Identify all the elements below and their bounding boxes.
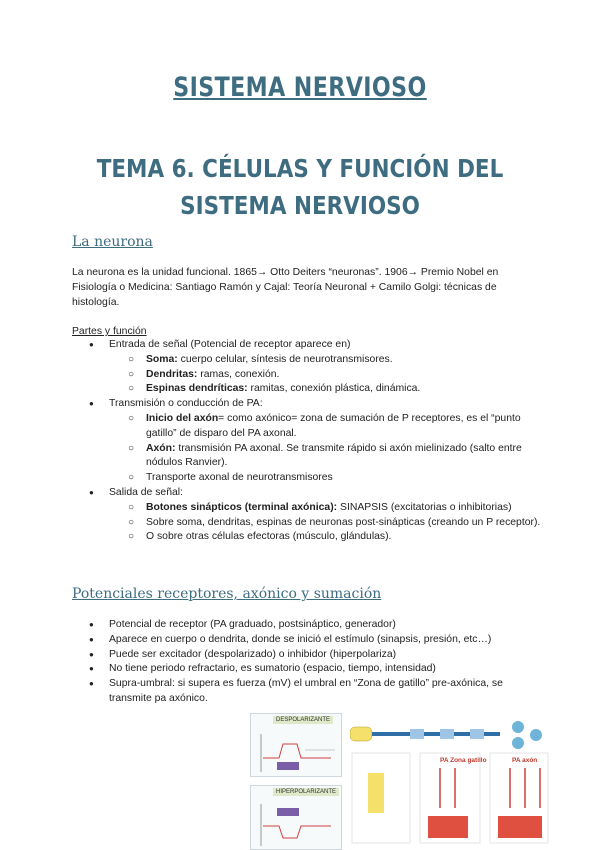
list-item: ● No tiene periodo refractario, es sumatorio (espacio, tiempo, intensidad) — [72, 662, 542, 677]
list-item: ○ Dendritas: ramas, conexión. — [72, 368, 542, 383]
depolarizing-graph — [251, 714, 341, 776]
neuron-potentials-figure — [250, 713, 550, 848]
list-item: ○ Transporte axonal de neurotransmisores — [72, 471, 542, 486]
depolarizing-tag: DESPOLARIZANTE — [273, 716, 333, 724]
intro-paragraph: La neurona es la unidad funcional. 1865→ Otto Deiters “neuronas”. 1906→ Premio Nobel en Fisiología o Medicina: Santiago Ramón y Cajal: Teoría Neuronal + Camilo Golgi: técnicas de histología. — [72, 267, 499, 308]
pa-axon-label: PA axón — [512, 757, 538, 764]
partes-list — [72, 338, 542, 545]
hyperpolarizing-graph-panel — [250, 785, 342, 850]
list-item: ● Puede ser excitador (despolarizado) o inhibidor (hiperpolariza) — [72, 648, 542, 663]
list-item: ● Salida de señal: — [72, 486, 542, 501]
list-item: ● Transmisión o conducción de PA: — [72, 397, 542, 412]
page-title: SISTEMA NERVIOSO — [173, 72, 427, 103]
list-item: ○ Axón: transmisión PA axonal. Se transmite rápido si axón mielinizado (salto entre nódulos Ranvier). — [72, 442, 542, 472]
list-item: ○ O sobre otras células efectoras (músculo, glándulas). — [72, 530, 542, 545]
potenciales-list — [72, 618, 542, 707]
depolarizing-graph-panel — [250, 713, 342, 777]
list-item: ○ Botones sinápticos (terminal axónica): SINAPSIS (excitatorias o inhibitorias) — [72, 501, 542, 516]
list-item: ○ Inicio del axón= como axónico= zona de sumación de P receptores, es el “punto gatillo” de disparo del PA axonal. — [72, 412, 542, 442]
list-item: ● Potencial de receptor (PA graduado, postsináptico, generador) — [72, 618, 542, 633]
section-heading-potenciales: Potenciales receptores, axónico y sumación — [72, 586, 382, 602]
section-heading-neurona: La neurona — [72, 234, 153, 250]
neuron-schematic — [350, 713, 550, 848]
hyperpolarizing-graph — [251, 786, 341, 849]
list-item: ○ Soma: cuerpo celular, síntesis de neurotransmisores. — [72, 353, 542, 368]
list-item: ○ Sobre soma, dendritas, espinas de neuronas post-sinápticas (creando un P receptor). — [72, 516, 542, 531]
tema-title: TEMA 6. CÉLULAS Y FUNCIÓN DEL SISTEMA NERVIOSO — [96, 154, 504, 220]
list-item: ● Aparece en cuerpo o dendrita, donde se inició el estímulo (sinapsis, presión, etc…) — [72, 633, 542, 648]
subheading-partes: Partes y función — [72, 326, 147, 337]
list-item: ● Entrada de señal (Potencial de receptor aparece en) — [72, 338, 542, 353]
list-item: ○ Espinas dendríticas: ramitas, conexión plástica, dinámica. — [72, 382, 542, 397]
hyperpolarizing-tag: HIPERPOLARIZANTE — [273, 788, 339, 796]
list-item: ● Supra-umbral: si supera es fuerza (mV) el umbral en “Zona de gatillo” pre-axónica, se transmite pa axónico. — [72, 677, 542, 707]
pa-zona-label: PA Zona gatillo — [440, 757, 487, 764]
